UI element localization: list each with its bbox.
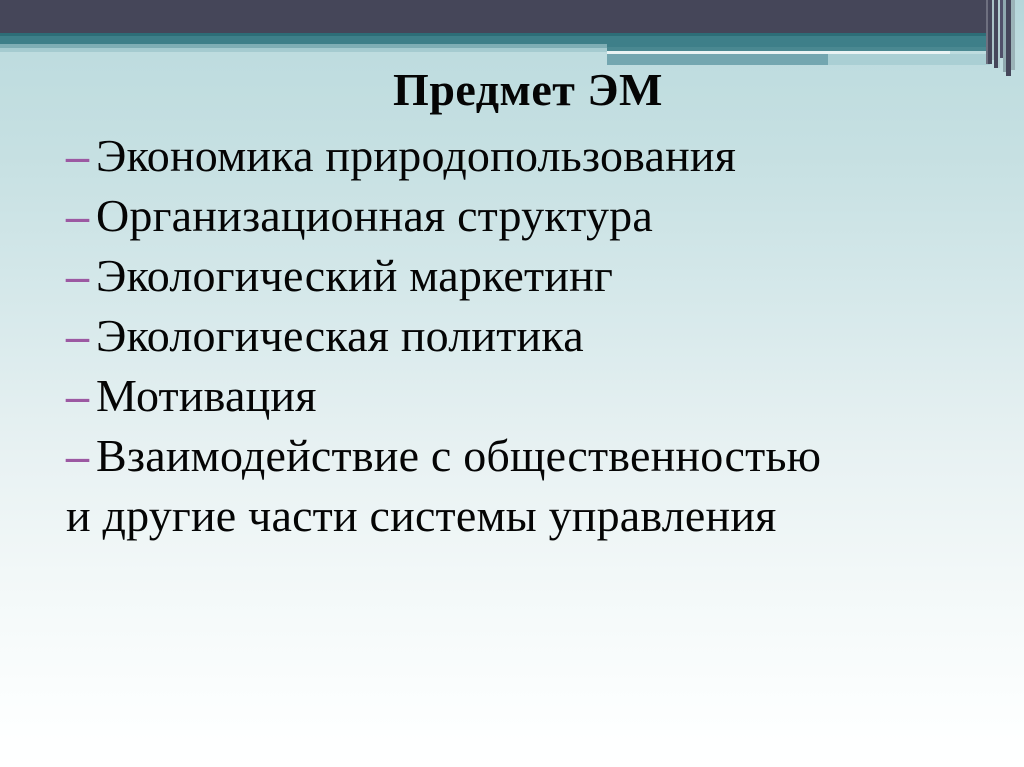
bullet-text: Организационная структура [96,190,653,241]
bullet-dash: – [66,370,90,421]
bullet-item [66,246,990,306]
slide-content [66,62,990,546]
continuation-text: и другие части системы управления [66,490,777,541]
bullet-dash: – [66,130,90,181]
accent-strip-left-b [0,48,607,52]
slide-title: Предмет ЭМ [393,64,663,115]
header-navy-bar [0,0,1015,33]
bullet-text: Экологическая политика [96,310,584,361]
bullet-dash: – [66,190,90,241]
bullet-item [66,126,990,186]
bullet-text: Экологический маркетинг [96,250,614,301]
corner-stripe [1011,0,1015,70]
bullet-dash: – [66,310,90,361]
bullet-dash: – [66,430,90,481]
bullet-item [66,186,990,246]
bullet-dash: – [66,250,90,301]
bullet-text: Взаимодействие с общественностью [96,430,822,481]
bullet-item [66,426,990,486]
bullet-item [66,366,990,426]
bullet-text: Экономика природопользования [96,130,737,181]
bullet-list [66,126,990,546]
bullet-continuation-line [66,486,990,546]
bullet-text: Мотивация [96,370,317,421]
bullet-item [66,306,990,366]
